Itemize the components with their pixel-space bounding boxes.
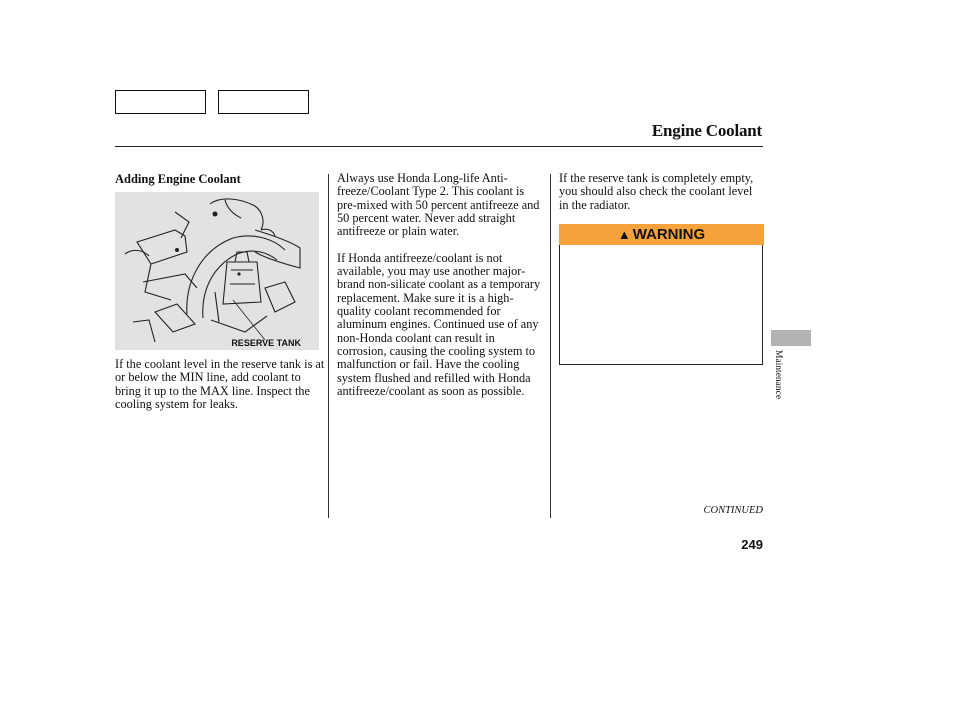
warning-banner [559, 224, 764, 245]
warning-box [559, 245, 763, 365]
section-tab[interactable] [771, 330, 811, 346]
page-title: Engine Coolant [651, 121, 762, 140]
paragraph-empty-tank: If the reserve tank is completely empty, you should also check the coolant level in the radiator. [559, 171, 754, 212]
column-divider-2 [550, 174, 551, 518]
paragraph-coolant-type: Always use Honda Long-life Anti-freeze/Coolant Type 2. This coolant is pre-mixed with 50 percent antifreeze and 50 percent water. Never add straight antifreeze or plain water. [337, 171, 540, 239]
column-1-text [115, 358, 325, 411]
page-number: 249 [741, 537, 763, 552]
column-1 [115, 172, 323, 193]
column-divider-1 [328, 174, 329, 518]
previous-page-button[interactable] [115, 90, 206, 114]
title-divider [115, 146, 763, 147]
continued-note: CONTINUED [703, 505, 763, 516]
warning-label: WARNING [632, 226, 706, 243]
paragraph-substitute-coolant: If Honda antifreeze/coolant is not available, you may use another major-brand non-silicate coolant as a temporary replacement. Make sure it is a high-quality coolant recommended for aluminum engines. Continued use of any non-Honda coolant can result in corrosion, causing the cooling system to malfunction or fail. Have the cooling system flushed and refilled with Honda antifreeze/coolant as soon as possible. [337, 250, 541, 399]
column-3 [559, 172, 763, 212]
reserve-tank-illustration [115, 192, 319, 350]
next-page-button[interactable] [218, 90, 309, 114]
section-label: Maintenance [773, 350, 783, 400]
paragraph-coolant-level: If the coolant level in the reserve tank is at or below the MIN line, add coolant to bring it up to the MAX line. Inspect the cooling system for leaks. [115, 357, 325, 412]
figure-caption: RESERVE TANK [231, 338, 301, 348]
section-subheading: Adding Engine Coolant [115, 172, 241, 186]
column-2 [337, 172, 545, 399]
warning-triangle-icon: ▲ [617, 227, 631, 242]
engine-bay-drawing [115, 192, 319, 350]
